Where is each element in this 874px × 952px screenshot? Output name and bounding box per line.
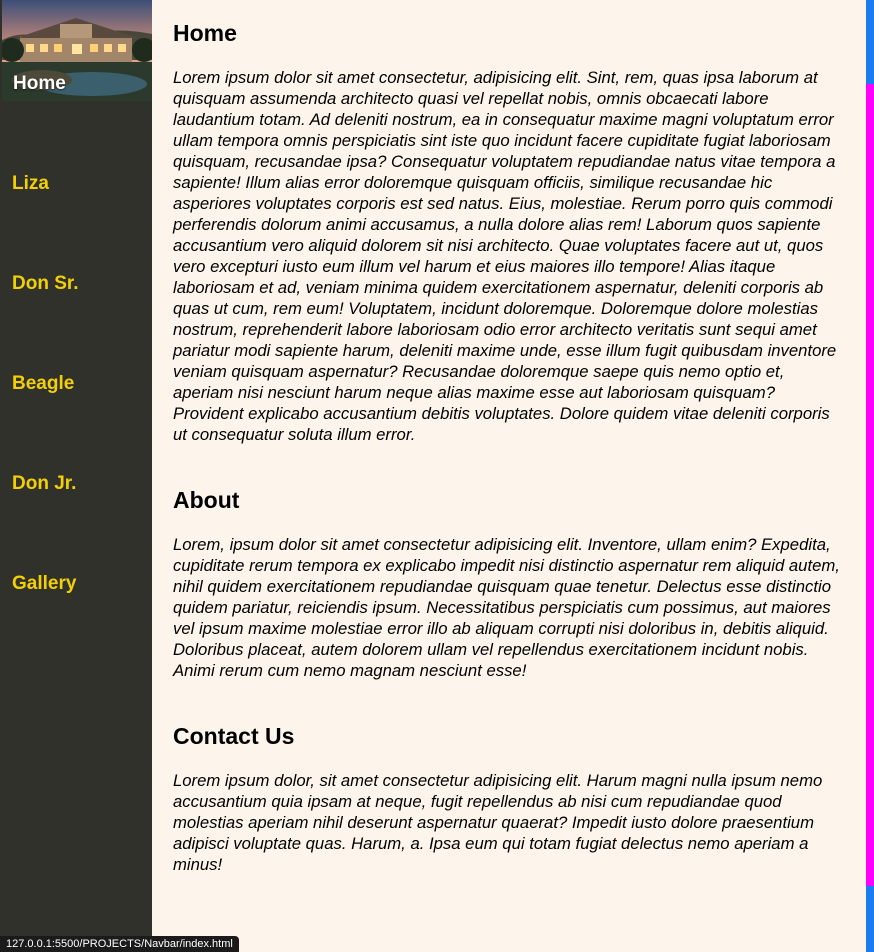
- sidebar-nav: [0, 0, 152, 952]
- section-title-home: Home: [173, 20, 237, 46]
- section-title-about: About: [173, 487, 240, 513]
- sidebar-item-home[interactable]: [2, 0, 152, 101]
- sidebar-item-don-jr[interactable]: Don Jr.: [12, 473, 77, 494]
- sidebar-item-liza[interactable]: Liza: [12, 173, 49, 194]
- status-bar-url: 127.0.0.1:5500/PROJECTS/Navbar/index.html: [0, 936, 239, 952]
- section-body-about: Lorem, ipsum dolor sit amet consectetur adipisicing elit. Inventore, ullam enim? Expedita, cupiditate rerum tempora ex explicabo impedit nisi distinctio aspernatur rem aliquid autem, nihil quidem exercitationem repudiandae quisquam quae tenetur. Delectus esse distinctio quidem pariatur, reiciendis ipsum. Necessitatibus perspiciatis cum possimus, aut maiores vel ipsum maxime molestiae error illo ab aliquam corrupti nisi doloribus in, debitis aliquid. Doloribus placeat, autem dolorem ullam vel repellendus exercitationem incidunt nobis. Animi rerum cum nemo magnam nesciunt esse!: [173, 535, 840, 680]
- scrollbar-thumb[interactable]: [866, 84, 874, 886]
- sidebar-item-beagle[interactable]: Beagle: [12, 373, 75, 394]
- section-body-contact: Lorem ipsum dolor, sit amet consectetur adipisicing elit. Harum magni nulla ipsum nemo accusantium quia ipsam at neque, fugit repellendus ab nisi cum repudiandae quod molestias aperiam nihil deserunt aspernatur quaerat? Impedit iusto dolore praesentium adipisci voluptate quas. Harum, a. Ipsa eum qui totam fugiat delectus nemo aperiam a minus!: [173, 771, 823, 874]
- sidebar-item-gallery[interactable]: Gallery: [12, 573, 77, 594]
- sidebar-item-home-label: Home: [13, 73, 66, 94]
- section-body-home: Lorem ipsum dolor sit amet consectetur, adipisicing elit. Sint, rem, quas ipsa laborum at quisquam assumenda architecto quasi vel repellat nobis, omnis obcaecati labore laudantium totam. Ad deleniti nostrum, ea in consequatur maxime magni voluptatum error ullam tempora omnis perspiciatis sint iste quo incidunt facere cupiditate fugiat laboriosam quisquam, recusandae ipsa? Consequatur voluptatem repudiandae natus vitae tempora a sapiente! Illum alias error doloremque quisquam officiis, similique recusandae hic asperiores voluptates corporis est sed natus. Eius, molestiae. Rerum porro quis commodi perferendis dolorum animi accusamus, a nulla dolore alias rem! Laborum quos sapiente accusantium vero aliquid dolorem sit nisi architecto. Quae voluptates facere aut ut, quos vero excepturi iusto eum illum vel harum et eius maiores illo tempore! Alias itaque laboriosam et ad, veniam minima quidem exercitationem aspernatur, deleniti corporis ab quas ut cum, rem eum! Voluptatem, incidunt doloremque. Doloremque dolore molestias nostrum, reprehenderit labore laboriosam odio error architecto veritatis sunt sequi amet pariatur modi sapiente harum, deleniti maxime unde, esse illum fugit quibusdam inventore veniam quisquam aspernatur? Recusandae doloremque saepe quis nemo optio et, aperiam nisi nesciunt harum neque alias maxime esse aut laboriosam quisquam? Provident explicabo accusantium debitis voluptates. Dolore quidem vitae deleniti corporis ut consequatur soluta illum error.: [173, 68, 837, 444]
- section-title-contact: Contact Us: [173, 723, 295, 749]
- sidebar-item-don-sr[interactable]: Don Sr.: [12, 273, 79, 294]
